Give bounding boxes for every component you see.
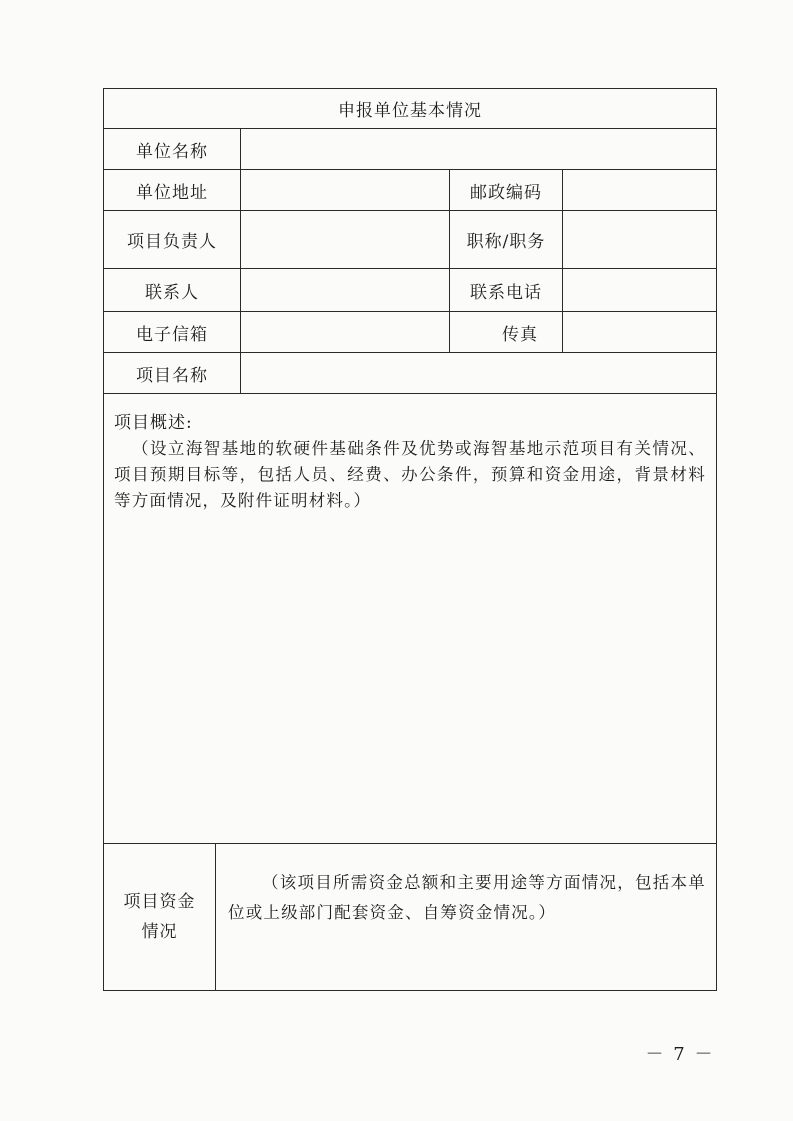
title-position-field[interactable] xyxy=(563,211,717,269)
project-overview-instructions: （设立海智基地的软硬件基础条件及优势或海智基地示范项目有关情况、项目预期目标等，包括人员、经费、办公条件，预算和资金用途，背景材料等方面情况，及附件证明材料。） xyxy=(114,439,706,510)
project-overview-field[interactable] xyxy=(104,394,717,844)
unit-address-field[interactable] xyxy=(241,170,450,211)
project-funds-field[interactable] xyxy=(216,844,717,991)
project-leader-field[interactable] xyxy=(241,211,450,269)
email-label: 电子信箱 xyxy=(104,312,241,353)
project-funds-instructions: （该项目所需资金总额和主要用途等方面情况，包括本单位或上级部门配套资金、自筹资金情况。） xyxy=(228,873,706,922)
fax-label: 传真 xyxy=(450,312,563,353)
unit-name-row xyxy=(104,129,717,170)
project-funds-label-line1: 项目资金 xyxy=(123,892,196,912)
unit-address-row xyxy=(104,170,717,211)
form-title-row xyxy=(104,89,717,129)
project-funds-label-line2: 情况 xyxy=(141,922,178,942)
fax-field[interactable] xyxy=(563,312,717,353)
email-field[interactable] xyxy=(241,312,450,353)
contact-phone-label: 联系电话 xyxy=(450,269,563,312)
title-position-label: 职称/职务 xyxy=(450,211,563,269)
form-title: 申报单位基本情况 xyxy=(104,89,717,129)
contact-person-row xyxy=(104,269,717,312)
contact-person-label: 联系人 xyxy=(104,269,241,312)
project-leader-row xyxy=(104,211,717,269)
project-funds-label xyxy=(104,844,216,991)
project-leader-label: 项目负责人 xyxy=(104,211,241,269)
contact-person-field[interactable] xyxy=(241,269,450,312)
postal-code-label: 邮政编码 xyxy=(450,170,563,211)
application-form-table xyxy=(103,88,717,991)
project-name-field[interactable] xyxy=(241,353,717,394)
contact-phone-field[interactable] xyxy=(563,269,717,312)
unit-name-field[interactable] xyxy=(241,129,717,170)
unit-address-label: 单位地址 xyxy=(104,170,241,211)
email-row xyxy=(104,312,717,353)
project-overview-row xyxy=(104,394,717,844)
postal-code-field[interactable] xyxy=(563,170,717,211)
project-name-row xyxy=(104,353,717,394)
project-overview-label: 项目概述: xyxy=(114,413,193,433)
project-name-label: 项目名称 xyxy=(104,353,241,394)
project-funds-row xyxy=(104,844,717,991)
unit-name-label: 单位名称 xyxy=(104,129,241,170)
page-number: － 7 － xyxy=(645,1044,715,1065)
